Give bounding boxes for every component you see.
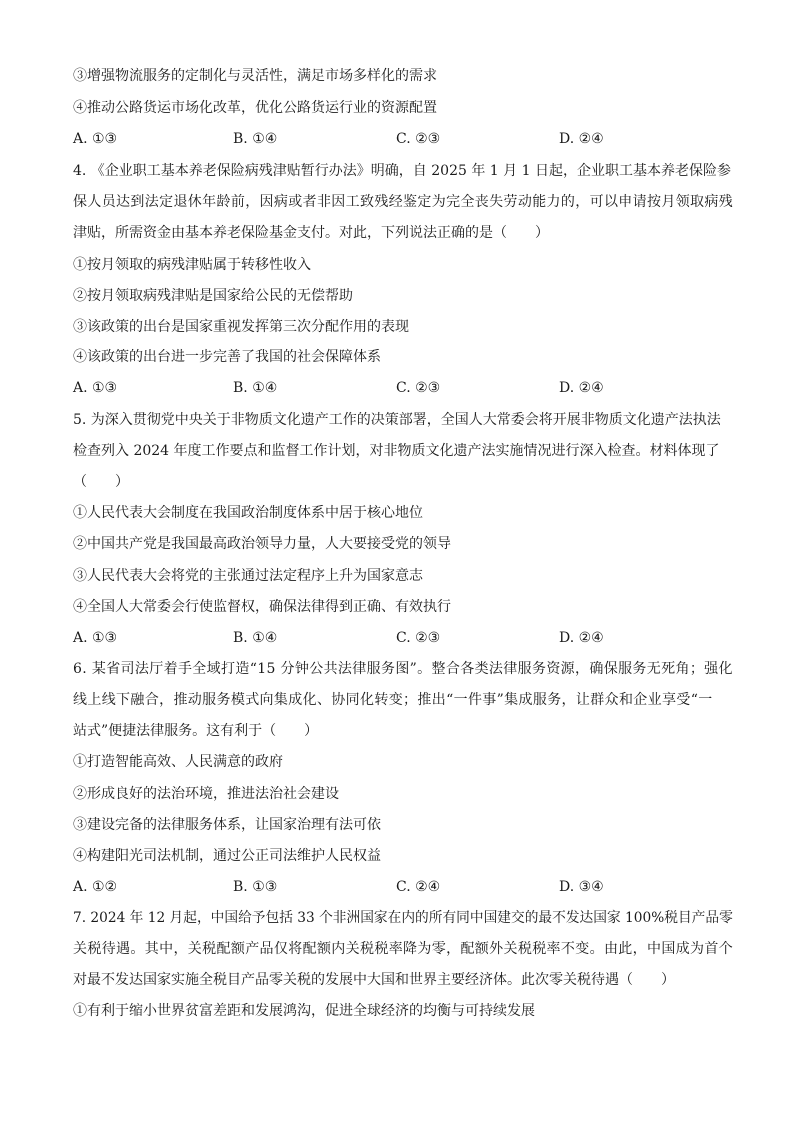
- question-6-option-1: ①打造智能高效、人民满意的政府: [73, 754, 283, 770]
- question-7-stem: 关税待遇。其中，关税配额产品仅将配额内关税税率降为零，配额外关税税率不变。由此，中国成为首个: [73, 941, 734, 957]
- choice-c: C. ②④: [396, 879, 441, 895]
- question-4-choices: [73, 378, 733, 398]
- question-6-choices: [73, 877, 733, 897]
- question-7-stem: 7. 2024 年 12 月起，中国给予包括 33 个非洲国家在内的所有同中国建交的最不发达国家 100%税目产品零: [73, 910, 733, 926]
- question-7-stem: 对最不发达国家实施全税目产品零关税的发展中大国和世界主要经济体。此次零关税待遇（ ）: [73, 972, 675, 988]
- question-5-option-1: ①人民代表大会制度在我国政治制度体系中居于核心地位: [73, 505, 423, 521]
- question-6-option-4: ④构建阳光司法机制，通过公正司法维护人民权益: [73, 848, 381, 864]
- question-6-stem: 线上线下融合，推动服务模式向集成化、协同化转变；推出“一件事”集成服务，让群众和企业享受“一: [73, 692, 713, 708]
- answer-choices: [73, 129, 733, 149]
- question-6-stem: 6. 某省司法厅着手全域打造“15 分钟公共法律服务图”。整合各类法律服务资源，确保服务无死角；强化: [73, 661, 733, 677]
- question-5-option-3: ③人民代表大会将党的主张通过法定程序上升为国家意志: [73, 568, 423, 584]
- choice-a: A. ①③: [73, 131, 118, 147]
- choice-b: B. ①④: [233, 380, 278, 396]
- choice-a: A. ①③: [73, 380, 118, 396]
- question-4-option-1: ①按月领取的病残津贴属于转移性收入: [73, 257, 311, 273]
- question-4-option-3: ③该政策的出台是国家重视发挥第三次分配作用的表现: [73, 319, 409, 335]
- choice-a: A. ①②: [73, 879, 118, 895]
- choice-b: B. ①④: [233, 131, 278, 147]
- choice-a: A. ①③: [73, 630, 118, 646]
- choice-b: B. ①④: [233, 630, 278, 646]
- choice-d: D. ②④: [559, 131, 604, 147]
- question-4-stem: 4. 《企业职工基本养老保险病残津贴暂行办法》明确，自 2025 年 1 月 1 日起，企业职工基本养老保险参: [73, 163, 731, 179]
- question-6-option-3: ③建设完备的法律服务体系，让国家治理有法可依: [73, 817, 381, 833]
- question-5-choices: [73, 628, 733, 648]
- choice-d: D. ③④: [559, 879, 604, 895]
- question-5-stem: （ ）: [73, 474, 129, 490]
- question-4-option-4: ④该政策的出台进一步完善了我国的社会保障体系: [73, 349, 381, 365]
- question-4-option-2: ②按月领取病残津贴是国家给公民的无偿帮助: [73, 288, 353, 304]
- choice-c: C. ②③: [396, 131, 441, 147]
- question-5-option-2: ②中国共产党是我国最高政治领导力量，人大要接受党的领导: [73, 536, 451, 552]
- question-5-stem: 5. 为深入贯彻党中央关于非物质文化遗产工作的决策部署，全国人大常委会将开展非物质文化遗产法执法: [73, 412, 721, 428]
- option-3: ③增强物流服务的定制化与灵活性，满足市场多样化的需求: [73, 68, 437, 84]
- option-4: ④推动公路货运市场化改革，优化公路货运行业的资源配置: [73, 100, 437, 116]
- question-4-stem: 保人员达到法定退休年龄前，因病或者非因工致残经鉴定为完全丧失劳动能力的，可以申请按月领取病残: [73, 194, 734, 210]
- question-4-stem: 津贴，所需资金由基本养老保险基金支付。对此，下列说法正确的是（ ）: [73, 225, 549, 241]
- question-6-stem: 站式”便捷法律服务。这有利于（ ）: [73, 723, 319, 739]
- question-5-stem: 检查列入 2024 年度工作要点和监督工作计划，对非物质文化遗产法实施情况进行深入检查。材料体现了: [73, 443, 720, 459]
- choice-d: D. ②④: [559, 630, 604, 646]
- choice-c: C. ②③: [396, 380, 441, 396]
- question-7-option-1: ①有利于缩小世界贫富差距和发展鸿沟，促进全球经济的均衡与可持续发展: [73, 1003, 535, 1019]
- choice-b: B. ①③: [233, 879, 278, 895]
- choice-c: C. ②③: [396, 630, 441, 646]
- question-6-option-2: ②形成良好的法治环境，推进法治社会建设: [73, 786, 339, 802]
- question-5-option-4: ④全国人大常委会行使监督权，确保法律得到正确、有效执行: [73, 599, 451, 615]
- choice-d: D. ②④: [559, 380, 604, 396]
